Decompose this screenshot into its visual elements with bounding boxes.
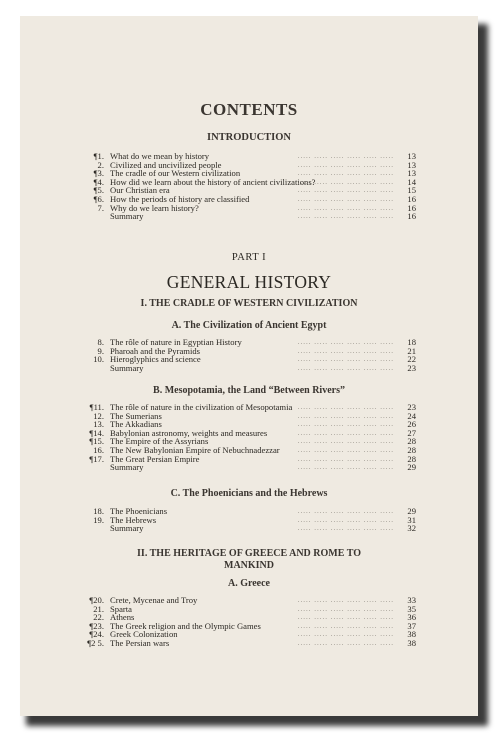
toc-entry-page: 29: [407, 506, 416, 516]
dot-leader: ..... ..... ..... ..... ..... .....: [297, 411, 394, 420]
toc-entry: [80, 364, 416, 373]
section-c-phoenicians-entries: [80, 507, 416, 533]
toc-entry-title: The rôle of nature in the civilization of Mesopotamia: [110, 402, 293, 412]
toc-entry-page: 16: [407, 202, 416, 213]
toc-entry-number: ¶6.: [93, 193, 104, 204]
toc-entry-title: The Phoenicians: [110, 506, 168, 516]
toc-entry-page: 15: [407, 185, 416, 196]
dot-leader: ..... ..... ..... ..... ..... .....: [297, 169, 394, 178]
toc-entry-number: ¶5.: [93, 185, 104, 196]
dot-leader: ..... ..... ..... ..... ..... .....: [297, 454, 394, 463]
toc-entry-number: 8.: [97, 337, 104, 347]
dot-leader: ..... ..... ..... ..... ..... .....: [297, 177, 394, 186]
toc-entry-page: 23: [407, 362, 416, 373]
toc-entry-number: ¶17.: [89, 453, 104, 464]
toc-entry-page: 28: [407, 453, 416, 464]
toc-entry-page: 31: [407, 514, 416, 525]
dot-leader: ..... ..... ..... ..... ..... .....: [297, 621, 394, 630]
dot-leader: ..... ..... ..... ..... ..... .....: [297, 507, 394, 515]
document-page: [20, 16, 478, 716]
toc-entry-number: ¶11.: [89, 402, 104, 412]
dot-leader: ..... ..... ..... ..... ..... .....: [297, 638, 394, 647]
toc-entry-number: ¶4.: [93, 176, 104, 187]
dot-leader: ..... ..... ..... ..... ..... .....: [297, 445, 394, 454]
dot-leader: ..... ..... ..... ..... ..... .....: [297, 355, 394, 364]
toc-entry-number: 12.: [93, 410, 104, 421]
toc-entry-page: 16: [407, 211, 416, 222]
toc-entry-title: Our Christian era: [110, 185, 170, 196]
toc-entry-title: Pharoah and the Pyramids: [110, 345, 200, 356]
toc-entry-page: 29: [407, 462, 416, 473]
section-b-mesopotamia-entries: [80, 403, 416, 472]
toc-entry-title: Summary: [110, 211, 144, 222]
dot-leader: ..... ..... ..... ..... ..... .....: [297, 596, 394, 604]
toc-entry-page: 38: [407, 629, 416, 640]
toc-entry-page: 23: [407, 402, 416, 412]
toc-entry: [80, 639, 416, 648]
toc-entry-title: Why do we learn history?: [110, 202, 199, 213]
toc-entry-title: Babylonian astronomy, weights and measures: [110, 427, 268, 438]
toc-entry-page: 13: [407, 168, 416, 179]
dot-leader: ..... ..... ..... ..... ..... .....: [297, 463, 394, 472]
toc-entry-title: Civilized and uncivilized people: [110, 159, 222, 170]
toc-entry-number: ¶2 5.: [87, 637, 104, 648]
toc-entry-title: The cradle of our Western civilization: [110, 168, 241, 179]
toc-entry-title: The Greek religion and the Olympic Games: [110, 620, 261, 631]
dot-leader: ..... ..... ..... ..... ..... .....: [297, 428, 394, 437]
section-a-egypt-heading: A. The Civilization of Ancient Egypt: [171, 320, 327, 331]
toc-entry-number: ¶3.: [93, 168, 104, 179]
toc-entry-page: 35: [407, 603, 416, 614]
dot-leader: ..... ..... ..... ..... ..... .....: [297, 515, 394, 524]
dot-leader: ..... ..... ..... ..... ..... .....: [297, 613, 394, 622]
toc-entry-title: Hieroglyphics and science: [110, 354, 201, 365]
toc-entry-title: The Hebrews: [110, 514, 157, 525]
dot-leader: ..... ..... ..... ..... ..... .....: [297, 363, 394, 372]
toc-entry-page: 27: [407, 427, 416, 438]
toc-entry-title: Summary: [110, 523, 144, 534]
toc-entry-page: 28: [407, 444, 416, 455]
toc-entry-title: How did we learn about the history of ancient civilizations?: [110, 176, 316, 187]
dot-leader: ..... ..... ..... ..... ..... .....: [297, 186, 394, 195]
toc-entry-page: 22: [407, 354, 416, 365]
toc-entry-title: The Sumerians: [110, 410, 162, 421]
dot-leader: ..... ..... ..... ..... ..... .....: [297, 194, 394, 203]
toc-entry-number: 10.: [93, 354, 104, 365]
toc-entry-number: 21.: [93, 603, 104, 614]
part-label: PART I: [231, 252, 267, 263]
chapter-2-heading-line-2: MANKIND: [224, 559, 274, 571]
toc-entry-page: 24: [407, 410, 416, 421]
toc-entry-page: 21: [407, 345, 416, 356]
toc-entry-number: 13.: [93, 419, 104, 430]
toc-entry-page: 38: [407, 637, 416, 648]
toc-entry-title: Sparta: [110, 603, 132, 614]
toc-entry-title: The Empire of the Assyrians: [110, 436, 209, 447]
introduction-heading: INTRODUCTION: [206, 132, 291, 143]
section-b-mesopotamia-heading: B. Mesopotamia, the Land “Between Rivers”: [153, 385, 345, 396]
page-title: CONTENTS: [200, 100, 298, 119]
toc-entry: [80, 212, 416, 221]
toc-entry-page: 37: [407, 620, 416, 631]
chapter-2-heading: [50, 548, 448, 571]
toc-entry-title: The New Babylonian Empire of Nebuchnadezzar: [110, 444, 280, 455]
toc-entry-number: ¶24.: [89, 629, 104, 640]
toc-entry: [80, 463, 416, 472]
toc-entry-page: 13: [407, 151, 416, 161]
section-a-greece-heading: A. Greece: [227, 578, 270, 589]
section-c-phoenicians-heading: C. The Phoenicians and the Hebrews: [170, 488, 328, 499]
toc-entry-title: The rôle of nature in Egyptian History: [110, 337, 242, 347]
toc-entry-number: ¶14.: [89, 427, 104, 438]
dot-leader: ..... ..... ..... ..... ..... .....: [297, 152, 394, 160]
dot-leader: ..... ..... ..... ..... ..... .....: [297, 160, 394, 169]
toc-entry-page: 26: [407, 419, 416, 430]
toc-entry-page: 36: [407, 612, 416, 623]
section-a-egypt-entries: [80, 338, 416, 372]
toc-entry-title: The Great Persian Empire: [110, 453, 200, 464]
toc-entry-page: 16: [407, 193, 416, 204]
toc-entry-title: Athens: [110, 612, 135, 623]
toc-entry: [80, 524, 416, 533]
dot-leader: ..... ..... ..... ..... ..... .....: [297, 346, 394, 355]
toc-entry-page: 18: [407, 337, 416, 347]
section-a-greece-entries: [80, 596, 416, 648]
toc-entry-number: 19.: [93, 514, 104, 525]
toc-entry-title: What do we mean by history: [110, 151, 210, 161]
toc-entry-page: 14: [407, 176, 416, 187]
toc-entry-title: Greek Colonization: [110, 629, 178, 640]
toc-entry-number: ¶23.: [89, 620, 104, 631]
toc-entry-number: 18.: [93, 506, 104, 516]
toc-entry-number: 22.: [93, 612, 104, 623]
dot-leader: ..... ..... ..... ..... ..... .....: [297, 403, 394, 411]
dot-leader: ..... ..... ..... ..... ..... .....: [297, 437, 394, 446]
chapter-2-heading-line-1: II. THE HERITAGE OF GREECE AND ROME TO: [137, 548, 361, 559]
toc-entry-title: Summary: [110, 362, 144, 373]
toc-entry-number: ¶1.: [93, 151, 104, 161]
dot-leader: ..... ..... ..... ..... ..... .....: [297, 524, 394, 533]
dot-leader: ..... ..... ..... ..... ..... .....: [297, 203, 394, 212]
toc-entry-title: How the periods of history are classified: [110, 193, 250, 204]
toc-entry-page: 33: [407, 595, 416, 605]
toc-entry-number: 2.: [97, 159, 104, 170]
introduction-entries: [80, 152, 416, 221]
part-heading: GENERAL HISTORY: [166, 272, 332, 292]
toc-entry-title: Crete, Mycenae and Troy: [110, 595, 198, 605]
toc-entry-number: 16.: [93, 444, 104, 455]
toc-entry-title: Summary: [110, 462, 144, 473]
toc-entry-title: The Akkadians: [110, 419, 162, 430]
toc-entry-number: ¶20.: [89, 595, 104, 605]
toc-entry-page: 28: [407, 436, 416, 447]
chapter-1-heading: I. THE CRADLE OF WESTERN CIVILIZATION: [140, 298, 358, 309]
dot-leader: ..... ..... ..... ..... ..... .....: [297, 420, 394, 429]
dot-leader: ..... ..... ..... ..... ..... .....: [297, 212, 394, 221]
toc-entry-number: 9.: [97, 345, 104, 356]
dot-leader: ..... ..... ..... ..... ..... .....: [297, 338, 394, 346]
toc-entry-page: 32: [407, 523, 416, 534]
dot-leader: ..... ..... ..... ..... ..... .....: [297, 630, 394, 639]
toc-entry-number: 7.: [97, 202, 104, 213]
toc-entry-page: 13: [407, 159, 416, 170]
dot-leader: ..... ..... ..... ..... ..... .....: [297, 604, 394, 613]
toc-entry-number: ¶15.: [89, 436, 104, 447]
toc-entry-title: The Persian wars: [110, 637, 170, 648]
